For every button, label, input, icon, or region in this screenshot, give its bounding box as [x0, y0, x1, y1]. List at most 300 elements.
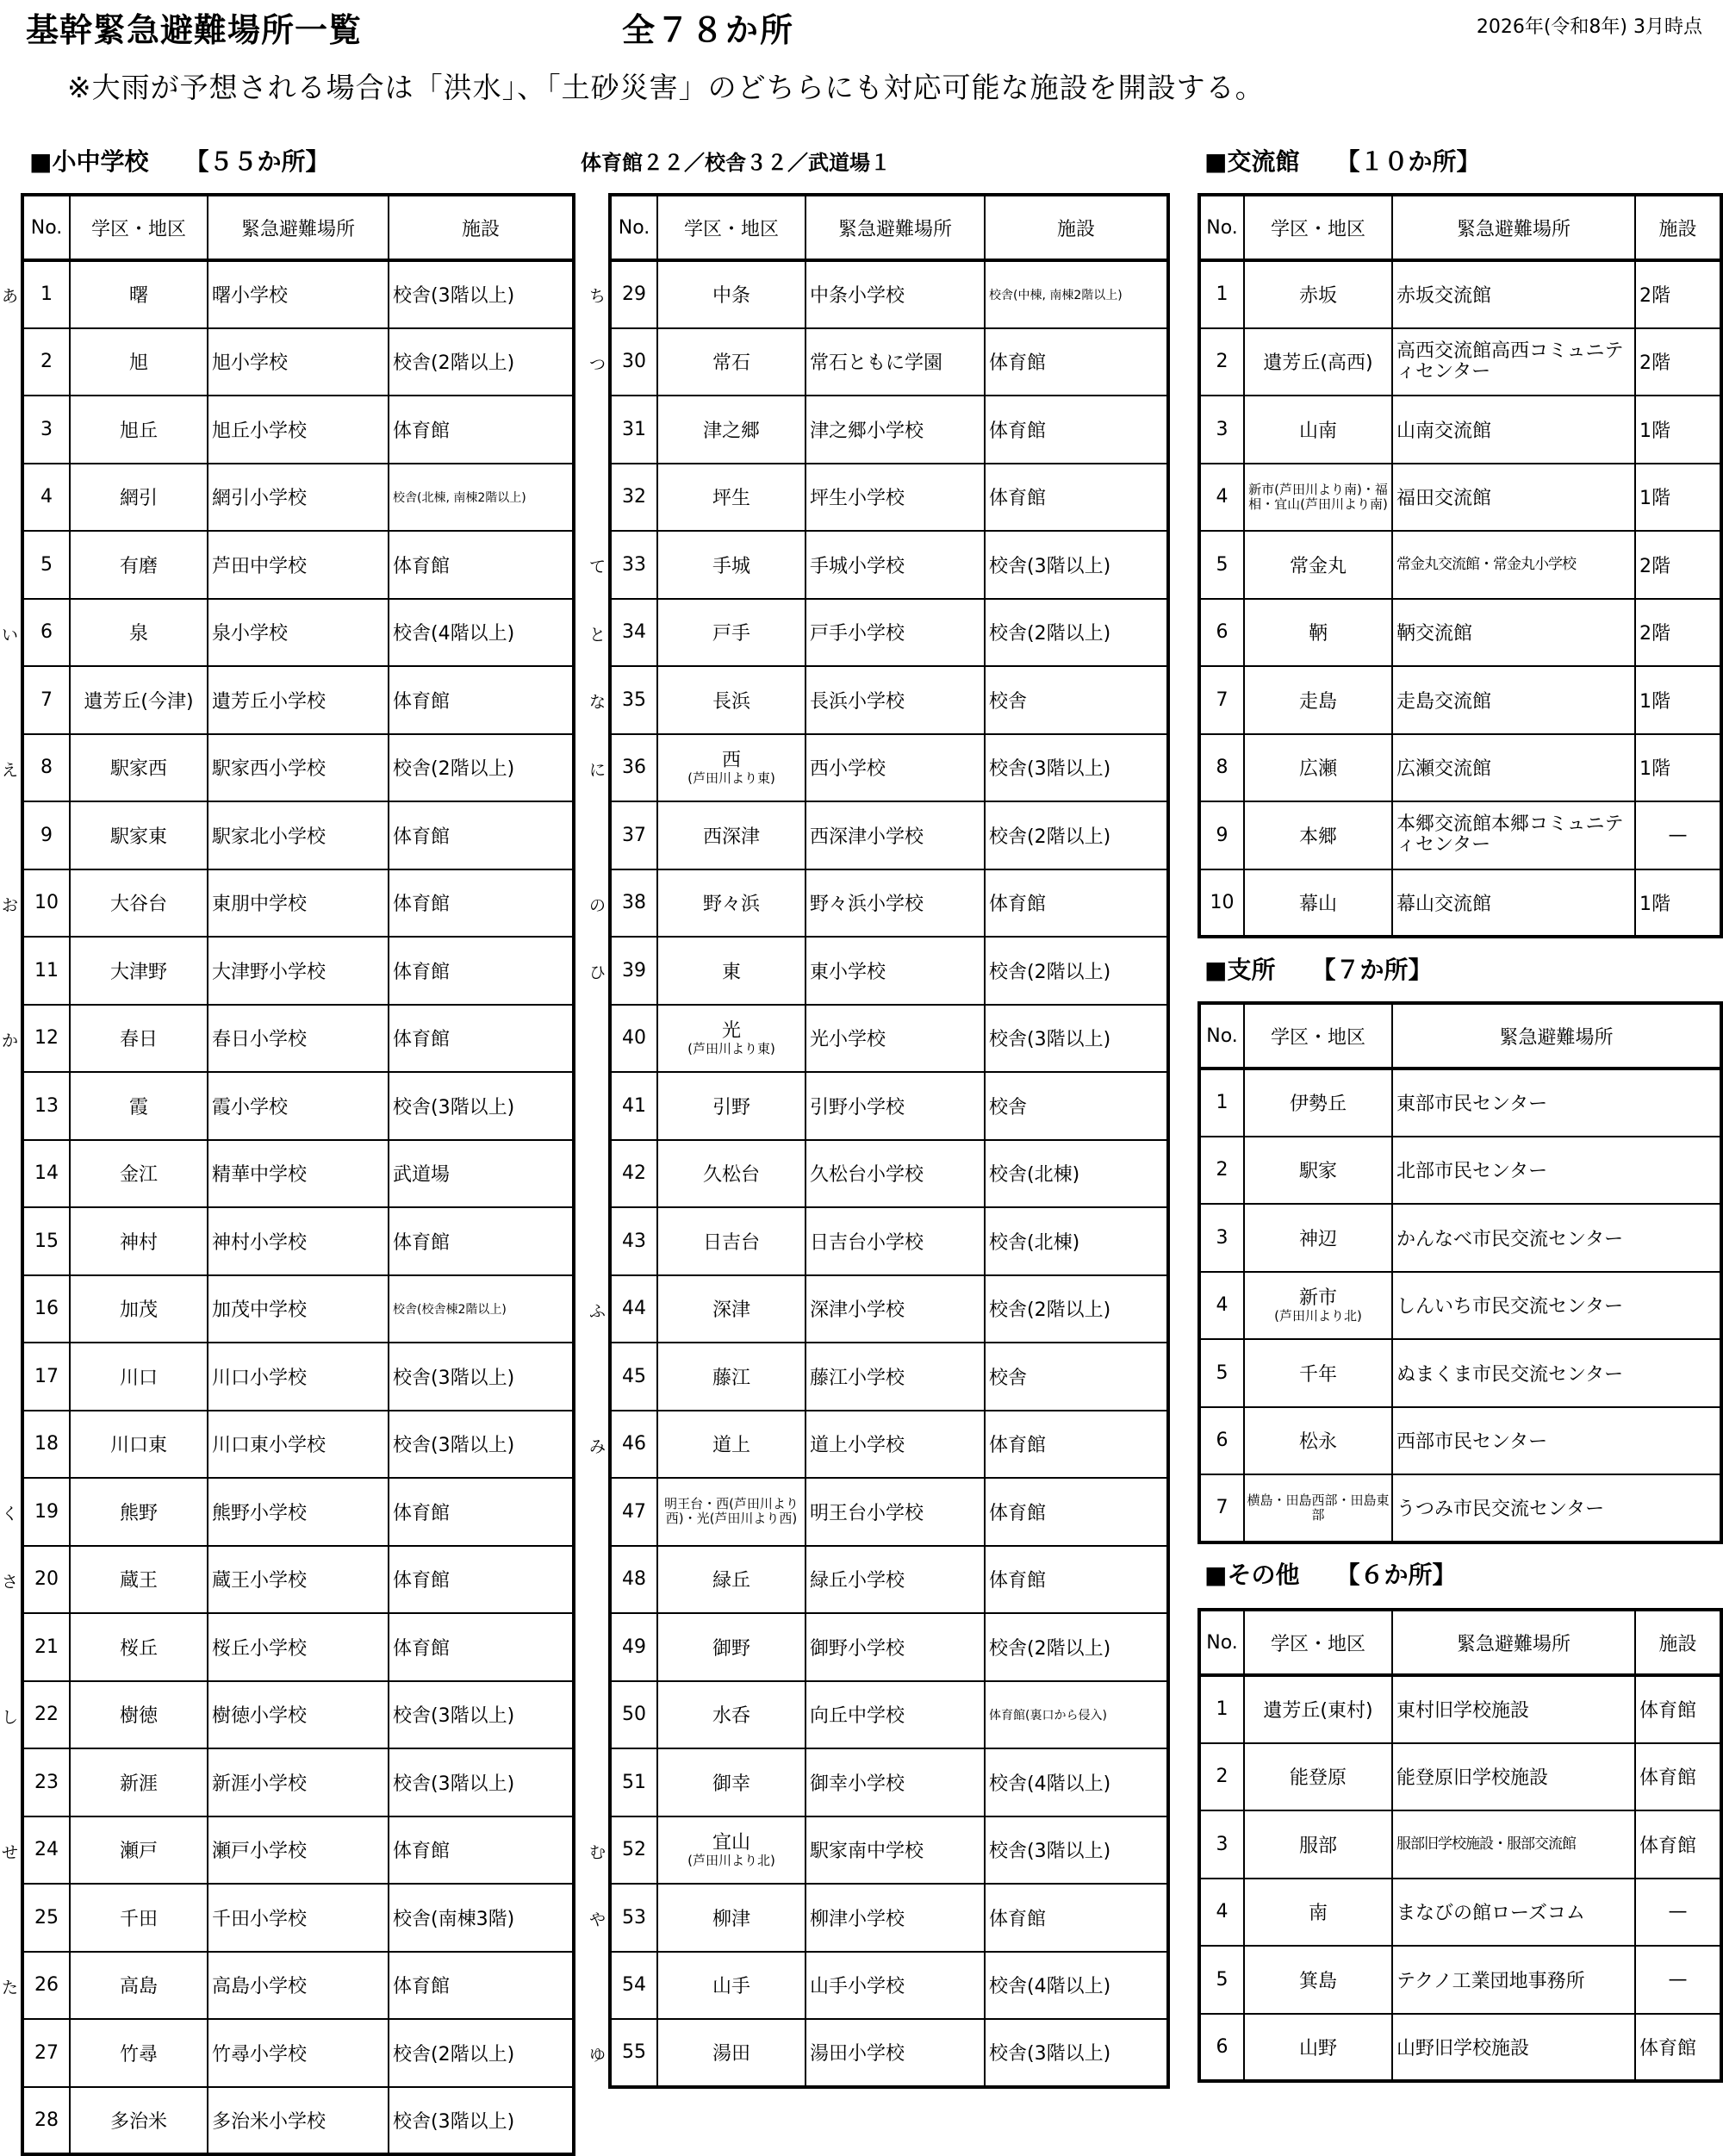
place-cell: 緑丘小学校 [806, 1546, 985, 1614]
place-cell: 北部市民センター [1392, 1137, 1721, 1205]
row-no: 25 [22, 1884, 70, 1952]
area-cell: 曙 [70, 260, 208, 328]
area-cell: 蔵王 [70, 1546, 208, 1614]
place-cell: 山手小学校 [806, 1952, 985, 2020]
facility-cell: 校舎(2階以上) [985, 599, 1168, 667]
row-no: 10 [22, 869, 70, 938]
place-cell: しんいち市民交流センター [1392, 1272, 1721, 1340]
place-cell: 川口東小学校 [208, 1411, 389, 1479]
table-row [1199, 869, 1721, 938]
kana-index-marker: し [2, 1707, 19, 1727]
row-no: 3 [1199, 1810, 1244, 1879]
place-cell: 霞小学校 [208, 1072, 389, 1140]
row-no: 23 [22, 1748, 70, 1816]
place-cell: 御幸小学校 [806, 1748, 985, 1816]
kana-index-marker: お [2, 895, 19, 915]
shisho-heading: ■支所 【７か所】 [1204, 956, 1433, 984]
area-cell: 深津 [657, 1275, 806, 1343]
table-row [610, 1411, 1168, 1479]
area-cell: 長浜 [657, 666, 806, 734]
table-row [22, 1681, 574, 1749]
table-row [610, 599, 1168, 667]
table-row [610, 666, 1168, 734]
place-cell: 幕山交流館 [1392, 869, 1635, 938]
row-no: 12 [22, 1005, 70, 1073]
table-row [1199, 1339, 1721, 1407]
area-note: (芦田川より東) [687, 1040, 775, 1056]
as-of-date: 2026年(令和8年) 3月時点 [1476, 16, 1702, 38]
facility-cell: 体育館 [389, 1005, 574, 1073]
facility-cell: 1階 [1635, 666, 1721, 734]
facility-cell: 体育館 [389, 1613, 574, 1681]
facility-cell: 武道場 [389, 1140, 574, 1208]
table-row [1199, 1675, 1721, 1743]
place-cell: 光小学校 [806, 1005, 985, 1073]
area-note: (芦田川より北) [1274, 1307, 1362, 1324]
row-no: 33 [610, 531, 657, 599]
table-row [22, 1343, 574, 1411]
facility-cell: 校舎(2階以上) [389, 2019, 574, 2087]
facility-cell: 2階 [1635, 328, 1721, 396]
table-row [1199, 734, 1721, 802]
table-row [22, 1207, 574, 1275]
place-cell: 明王台小学校 [806, 1478, 985, 1546]
facility-cell: 校舎(2階以上) [389, 328, 574, 396]
place-cell: かんなべ市民交流センター [1392, 1204, 1721, 1272]
table-row [22, 1884, 574, 1952]
facility-cell: — [1635, 1879, 1721, 1947]
area-cell: 山手 [657, 1952, 806, 2020]
area-cell: 手城 [657, 531, 806, 599]
facility-cell: 1階 [1635, 869, 1721, 938]
facility-cell: 校舎(3階以上) [985, 531, 1168, 599]
kana-index-marker: み [589, 1436, 606, 1456]
schools-table-2 [608, 193, 1170, 2089]
place-cell: 常金丸交流館・常金丸小学校 [1392, 531, 1635, 599]
area-name: 西 [721, 749, 741, 771]
place-cell: 瀬戸小学校 [208, 1816, 389, 1885]
place-cell: 川口小学校 [208, 1343, 389, 1411]
row-no: 27 [22, 2019, 70, 2087]
area-note: (芦田川より北) [687, 1852, 775, 1868]
table-row [1199, 801, 1721, 869]
table-row [22, 801, 574, 869]
place-cell: 高西交流館高西コミュニティセンター [1392, 328, 1635, 396]
kana-index-marker: い [2, 625, 19, 645]
row-no: 47 [610, 1478, 657, 1546]
area-cell: 箕島 [1244, 1946, 1392, 2014]
table-row [610, 260, 1168, 328]
facility-cell: 体育館 [389, 937, 574, 1005]
facility-cell: 体育館 [985, 1884, 1168, 1952]
row-no: 37 [610, 801, 657, 869]
place-cell: 西小学校 [806, 734, 985, 802]
row-no: 30 [610, 328, 657, 396]
col-area: 学区・地区 [1244, 1003, 1392, 1069]
table-row [610, 1140, 1168, 1208]
area-cell: 松永 [1244, 1407, 1392, 1475]
table-row [610, 328, 1168, 396]
place-cell: 芦田中学校 [208, 531, 389, 599]
place-cell: 桜丘小学校 [208, 1613, 389, 1681]
facility-cell: — [1635, 1946, 1721, 2014]
area-cell: 服部 [1244, 1810, 1392, 1879]
col-place: 緊急避難場所 [806, 195, 985, 260]
place-cell: 柳津小学校 [806, 1884, 985, 1952]
place-cell: 深津小学校 [806, 1275, 985, 1343]
row-no: 17 [22, 1343, 70, 1411]
row-no: 6 [1199, 1407, 1244, 1475]
area-cell: 常金丸 [1244, 531, 1392, 599]
facility-cell: 体育館 [389, 1952, 574, 2020]
area-cell [657, 1816, 806, 1885]
table-row [22, 937, 574, 1005]
area-cell: 遺芳丘(高西) [1244, 328, 1392, 396]
table-row [1199, 599, 1721, 667]
facility-cell: 体育館 [389, 1546, 574, 1614]
place-cell: 能登原旧学校施設 [1392, 1743, 1635, 1811]
area-cell: 新涯 [70, 1748, 208, 1816]
place-cell: 藤江小学校 [806, 1343, 985, 1411]
area-cell: 有磨 [70, 531, 208, 599]
place-cell: まなびの館ローズコム [1392, 1879, 1635, 1947]
table-row [22, 2019, 574, 2087]
row-no: 3 [1199, 396, 1244, 464]
area-cell: 南 [1244, 1879, 1392, 1947]
facility-cell: 校舎(2階以上) [389, 734, 574, 802]
area-cell: 千田 [70, 1884, 208, 1952]
col-area: 学区・地区 [70, 195, 208, 260]
facility-cell: 校舎(3階以上) [389, 1411, 574, 1479]
table-row [610, 1005, 1168, 1073]
place-cell: 網引小学校 [208, 464, 389, 532]
table-row [610, 1681, 1168, 1749]
schools-table-1 [21, 193, 575, 2156]
facility-cell: 校舎(校舎棟2階以上) [389, 1275, 574, 1343]
table-row [22, 1140, 574, 1208]
facility-cell: 体育館 [1635, 1810, 1721, 1879]
sonota-heading: ■その他 【６か所】 [1204, 1561, 1457, 1589]
area-cell: 日吉台 [657, 1207, 806, 1275]
place-cell: ぬまくま市民交流センター [1392, 1339, 1721, 1407]
kana-index-marker: や [589, 1910, 606, 1930]
facility-cell: 1階 [1635, 396, 1721, 464]
col-area: 学区・地区 [657, 195, 806, 260]
place-cell: 服部旧学校施設・服部交流館 [1392, 1810, 1635, 1879]
place-cell: 旭小学校 [208, 328, 389, 396]
area-cell: 本郷 [1244, 801, 1392, 869]
col-facility: 施設 [985, 195, 1168, 260]
place-cell: 日吉台小学校 [806, 1207, 985, 1275]
area-cell: 瀬戸 [70, 1816, 208, 1885]
area-cell: 桜丘 [70, 1613, 208, 1681]
kana-index-marker: ひ [589, 963, 606, 983]
row-no: 4 [1199, 1879, 1244, 1947]
table-row [22, 1816, 574, 1885]
table-row [22, 1952, 574, 2020]
row-no: 48 [610, 1546, 657, 1614]
row-no: 54 [610, 1952, 657, 2020]
row-no: 5 [1199, 1339, 1244, 1407]
area-cell: 川口 [70, 1343, 208, 1411]
facility-cell: 2階 [1635, 531, 1721, 599]
area-cell: 走島 [1244, 666, 1392, 734]
schools-heading: ■小中学校 【５５か所】 [29, 147, 330, 176]
row-no: 3 [22, 396, 70, 464]
row-no: 26 [22, 1952, 70, 2020]
row-no: 51 [610, 1748, 657, 1816]
table-row [22, 2087, 574, 2155]
table-row [610, 464, 1168, 532]
col-no: No. [1199, 1003, 1244, 1069]
facility-cell: 校舎(3階以上) [985, 2019, 1168, 2087]
area-cell: 柳津 [657, 1884, 806, 1952]
place-cell: 長浜小学校 [806, 666, 985, 734]
col-place: 緊急避難場所 [1392, 195, 1635, 260]
facility-cell: 体育館 [389, 1207, 574, 1275]
facility-cell: 校舎(2階以上) [985, 937, 1168, 1005]
col-facility: 施設 [1635, 1610, 1721, 1675]
row-no: 50 [610, 1681, 657, 1749]
row-no: 46 [610, 1411, 657, 1479]
row-no: 2 [1199, 328, 1244, 396]
area-cell: 駅家西 [70, 734, 208, 802]
row-no: 4 [22, 464, 70, 532]
facility-cell: 校舎(4階以上) [985, 1748, 1168, 1816]
row-no: 29 [610, 260, 657, 328]
area-cell: 野々浜 [657, 869, 806, 938]
area-cell: 新市(芦田川より南)・福相・宜山(芦田川より南) [1244, 464, 1392, 532]
facility-cell: 体育館 [985, 1546, 1168, 1614]
place-cell: 春日小学校 [208, 1005, 389, 1073]
row-no: 6 [22, 599, 70, 667]
area-cell: 熊野 [70, 1478, 208, 1546]
facility-cell: 校舎(南棟3階) [389, 1884, 574, 1952]
table-row [22, 666, 574, 734]
area-cell: 広瀬 [1244, 734, 1392, 802]
table-row [610, 1613, 1168, 1681]
page-title: 基幹緊急避難場所一覧 [26, 11, 363, 49]
schools-breakdown: 体育館２２／校舎３２／武道場１ [581, 151, 891, 175]
facility-cell: 体育館(裏口から侵入) [985, 1681, 1168, 1749]
place-cell: 駅家西小学校 [208, 734, 389, 802]
facility-cell: 2階 [1635, 260, 1721, 328]
place-cell: 福田交流館 [1392, 464, 1635, 532]
area-cell: 赤坂 [1244, 260, 1392, 328]
row-no: 36 [610, 734, 657, 802]
row-no: 5 [22, 531, 70, 599]
area-cell: 戸手 [657, 599, 806, 667]
table-row [22, 531, 574, 599]
place-cell: 旭丘小学校 [208, 396, 389, 464]
table-row [22, 1275, 574, 1343]
row-no: 20 [22, 1546, 70, 1614]
facility-cell: 体育館 [1635, 2014, 1721, 2082]
kana-index-marker: つ [589, 354, 606, 374]
table-row [610, 1546, 1168, 1614]
row-no: 1 [1199, 1675, 1244, 1743]
place-cell: 竹尋小学校 [208, 2019, 389, 2087]
row-no: 4 [1199, 464, 1244, 532]
table-row [22, 1411, 574, 1479]
area-cell: 大津野 [70, 937, 208, 1005]
place-cell: 戸手小学校 [806, 599, 985, 667]
row-no: 8 [1199, 734, 1244, 802]
col-facility: 施設 [1635, 195, 1721, 260]
col-place: 緊急避難場所 [1392, 1003, 1721, 1069]
row-no: 2 [1199, 1137, 1244, 1205]
area-cell: 西深津 [657, 801, 806, 869]
facility-cell: 校舎 [985, 1072, 1168, 1140]
facility-cell: 校舎(2階以上) [985, 1275, 1168, 1343]
total-count: 全７８か所 [622, 11, 795, 49]
facility-cell: 校舎(3階以上) [985, 734, 1168, 802]
area-cell: 千年 [1244, 1339, 1392, 1407]
facility-cell: 体育館 [389, 1478, 574, 1546]
kana-index-marker: た [2, 1978, 19, 1997]
area-cell: 道上 [657, 1411, 806, 1479]
kana-index-marker: く [2, 1505, 19, 1524]
facility-cell: 校舎(北棟) [985, 1207, 1168, 1275]
row-no: 6 [1199, 599, 1244, 667]
table-row [22, 260, 574, 328]
row-no: 7 [1199, 666, 1244, 734]
row-no: 35 [610, 666, 657, 734]
row-no: 42 [610, 1140, 657, 1208]
table-row [1199, 1204, 1721, 1272]
area-cell: 御野 [657, 1613, 806, 1681]
table-row [1199, 1407, 1721, 1475]
facility-cell: 体育館 [985, 1478, 1168, 1546]
row-no: 9 [22, 801, 70, 869]
table-row [22, 396, 574, 464]
table-row [610, 531, 1168, 599]
row-no: 34 [610, 599, 657, 667]
koryukan-heading: ■交流館 【１０か所】 [1204, 147, 1481, 176]
kana-index-marker: さ [2, 1572, 19, 1592]
kana-index-marker: て [589, 558, 606, 577]
place-cell: 大津野小学校 [208, 937, 389, 1005]
area-cell: 網引 [70, 464, 208, 532]
table-row [1199, 1069, 1721, 1137]
area-cell: 大谷台 [70, 869, 208, 938]
row-no: 14 [22, 1140, 70, 1208]
table-row [610, 1207, 1168, 1275]
row-no: 40 [610, 1005, 657, 1073]
table-row [610, 1816, 1168, 1885]
table-row [610, 396, 1168, 464]
place-cell: 野々浜小学校 [806, 869, 985, 938]
facility-cell: 校舎(3階以上) [985, 1005, 1168, 1073]
row-no: 3 [1199, 1204, 1244, 1272]
row-no: 41 [610, 1072, 657, 1140]
row-no: 2 [1199, 1743, 1244, 1811]
place-cell: 千田小学校 [208, 1884, 389, 1952]
place-cell: 高島小学校 [208, 1952, 389, 2020]
row-no: 43 [610, 1207, 657, 1275]
facility-cell: 体育館 [985, 328, 1168, 396]
area-cell: 高島 [70, 1952, 208, 2020]
area-cell: 津之郷 [657, 396, 806, 464]
place-cell: 泉小学校 [208, 599, 389, 667]
place-cell: 道上小学校 [806, 1411, 985, 1479]
row-no: 8 [22, 734, 70, 802]
row-no: 49 [610, 1613, 657, 1681]
place-cell: 遺芳丘小学校 [208, 666, 389, 734]
area-cell [1244, 1272, 1392, 1340]
area-cell: 明王台・西(芦田川より西)・光(芦田川より西) [657, 1478, 806, 1546]
place-cell: 曙小学校 [208, 260, 389, 328]
place-cell: 駅家南中学校 [806, 1816, 985, 1885]
facility-cell: 体育館 [389, 666, 574, 734]
facility-cell: 校舎(3階以上) [389, 1681, 574, 1749]
place-cell: 本郷交流館本郷コミュニティセンター [1392, 801, 1635, 869]
place-cell: 東村旧学校施設 [1392, 1675, 1635, 1743]
facility-cell: 校舎(北棟) [985, 1140, 1168, 1208]
facility-cell: 体育館 [389, 869, 574, 938]
kana-index-marker: な [589, 693, 606, 713]
place-cell: 手城小学校 [806, 531, 985, 599]
area-cell: 緑丘 [657, 1546, 806, 1614]
place-cell: 多治米小学校 [208, 2087, 389, 2155]
area-cell: 金江 [70, 1140, 208, 1208]
place-cell: 久松台小学校 [806, 1140, 985, 1208]
col-no: No. [1199, 1610, 1244, 1675]
kana-index-marker: む [589, 1842, 606, 1862]
area-cell [657, 1005, 806, 1073]
area-cell: 竹尋 [70, 2019, 208, 2087]
table-row [610, 1884, 1168, 1952]
area-cell: 遺芳丘(今津) [70, 666, 208, 734]
table-row [610, 1748, 1168, 1816]
area-cell: 横島・田島西部・田島東部 [1244, 1474, 1392, 1542]
table-row [22, 869, 574, 938]
col-place: 緊急避難場所 [1392, 1610, 1635, 1675]
area-cell: 駅家東 [70, 801, 208, 869]
area-cell: 遺芳丘(東村) [1244, 1675, 1392, 1743]
koryukan-table [1197, 193, 1723, 938]
place-cell: テクノ工業団地事務所 [1392, 1946, 1635, 2014]
row-no: 1 [1199, 1069, 1244, 1137]
table-row [22, 1478, 574, 1546]
table-row [22, 328, 574, 396]
facility-cell: 体育館 [389, 801, 574, 869]
col-area: 学区・地区 [1244, 195, 1392, 260]
col-no: No. [610, 195, 657, 260]
place-cell: 広瀬交流館 [1392, 734, 1635, 802]
row-no: 15 [22, 1207, 70, 1275]
area-cell: 山南 [1244, 396, 1392, 464]
place-cell: 山南交流館 [1392, 396, 1635, 464]
table-row [610, 801, 1168, 869]
place-cell: 東朋中学校 [208, 869, 389, 938]
facility-cell: 校舎(3階以上) [389, 1072, 574, 1140]
table-row [1199, 666, 1721, 734]
row-no: 21 [22, 1613, 70, 1681]
place-cell: 津之郷小学校 [806, 396, 985, 464]
area-cell: 駅家 [1244, 1137, 1392, 1205]
area-cell: 旭丘 [70, 396, 208, 464]
row-no: 10 [1199, 869, 1244, 938]
table-row [1199, 1474, 1721, 1542]
area-cell: 神村 [70, 1207, 208, 1275]
facility-cell: 体育館 [1635, 1743, 1721, 1811]
table-row [22, 734, 574, 802]
table-row [22, 1072, 574, 1140]
area-cell: 春日 [70, 1005, 208, 1073]
area-cell: 藤江 [657, 1343, 806, 1411]
area-cell: 水呑 [657, 1681, 806, 1749]
